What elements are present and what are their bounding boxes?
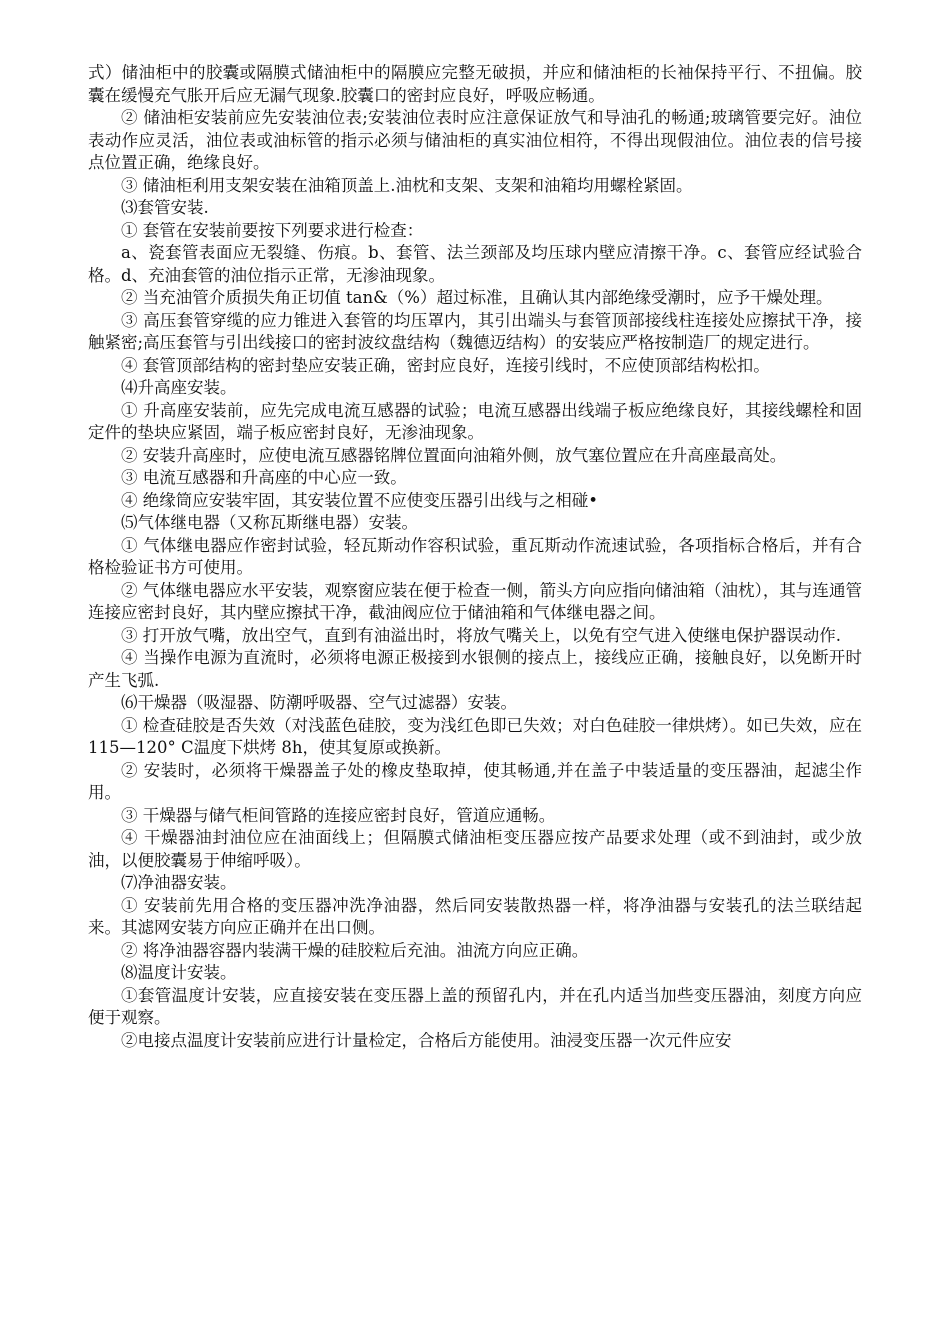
body-paragraph: ① 检查硅胶是否失效（对浅蓝色硅胶，变为浅红色即已失效；对白色硅胶一律烘烤）。如已失效，应在 115—120° C温度下烘烤 8h，使其复原或换新。 xyxy=(88,715,862,757)
section-heading: ⑻温度计安装。 xyxy=(121,963,237,982)
section-heading: ⑹干燥器（吸湿器、防潮呼吸器、空气过滤器）安装。 xyxy=(121,693,517,712)
body-paragraph: ② 将净油器容器内装满干燥的硅胶粒后充油。油流方向应正确。 xyxy=(121,940,589,960)
body-paragraph: ① 安装前先用合格的变压器冲洗净油器，然后同安装散热器一样，将净油器与安装孔的法兰联结起来。其滤网安装方向应正确并在出口侧。 xyxy=(88,895,862,937)
body-paragraph: ① 升高座安装前，应先完成电流互感器的试验；电流互感器出线端子板应绝缘良好，其接线螺栓和固定件的垫块应紧固，端子板应密封良好，无渗油现象。 xyxy=(88,400,862,442)
body-paragraph: ① 气体继电器应作密封试验，轻瓦斯动作容积试验，重瓦斯动作流速试验，各项指标合格后，并有合格检验证书方可使用。 xyxy=(88,535,862,577)
body-paragraph: 式）储油柜中的胶囊或隔膜式储油柜中的隔膜应完整无破损，并应和储油柜的长袖保持平行、不扭偏。胶囊在缓慢充气胀开后应无漏气现象.胶囊口的密封应良好，呼吸应畅通。 xyxy=(88,63,862,105)
body-paragraph: ② 当充油管介质损失角正切值 tan&（%）超过标准，且确认其内部绝缘受潮时，应予干燥处理。 xyxy=(121,288,833,307)
body-paragraph: ④ 绝缘筒应安装牢固，其安装位置不应使变压器引出线与之相碰• xyxy=(121,490,598,510)
body-paragraph: ① 套管在安装前要按下列要求进行检查： xyxy=(121,220,424,240)
body-paragraph: a、瓷套管表面应无裂缝、伤痕。b、套管、法兰颈部及均压球内壁应清擦干净。c、套管应经试验合格。d、充油套管的油位指示正常，无渗油现象。 xyxy=(88,243,862,285)
body-paragraph: ② 安装升高座时，应使电流互感器铭牌位置面向油箱外侧，放气塞位置应在升高座最高处。 xyxy=(121,445,787,465)
body-paragraph: ③ 电流互感器和升高座的中心应一致。 xyxy=(121,468,407,487)
body-paragraph: ② 储油柜安装前应先安装油位表;安装油位表时应注意保证放气和导油孔的畅通;玻璃管要完好。油位表动作应灵活，油位表或油标管的指示必须与储油柜的真实油位相符，不得出现假油位。油位表的信号接点位置正确，绝缘良好。 xyxy=(88,108,862,172)
section-heading: ⑺净油器安装。 xyxy=(121,873,237,892)
body-paragraph: ③ 储油柜利用支架安装在油箱顶盖上.油枕和支架、支架和油箱均用螺栓紧固。 xyxy=(121,175,693,195)
section-heading: ⑶套管安装. xyxy=(121,198,209,217)
document-page xyxy=(88,62,862,1052)
section-heading: ⑸气体继电器（又称瓦斯继电器）安装。 xyxy=(121,513,418,532)
body-paragraph: ②电接点温度计安装前应进行计量检定，合格后方能使用。油浸变压器一次元件应安 xyxy=(121,1030,732,1050)
body-paragraph: ④ 套管顶部结构的密封垫应安装正确，密封应良好，连接引线时，不应使顶部结构松扣。 xyxy=(121,355,770,375)
body-paragraph: ③ 高压套管穿缆的应力锥进入套管的均压罩内，其引出端头与套管顶部接线柱连接处应擦拭干净，接触紧密;高压套管与引出线接口的密封波纹盘结构（魏德迈结构）的安装应严格按制造厂的规定进行。 xyxy=(88,310,862,352)
body-paragraph: ② 安装时，必须将干燥器盖子处的橡皮垫取掉，使其畅通,并在盖子中装适量的变压器油，起滤尘作用。 xyxy=(88,760,862,802)
body-paragraph: ③ 打开放气嘴，放出空气，直到有油溢出时，将放气嘴关上，以免有空气进入使继电保护器误动作. xyxy=(121,625,841,645)
body-paragraph: ④ 干燥器油封油位应在油面线上；但隔膜式储油柜变压器应按产品要求处理（或不到油封，或少放油，以便胶囊易于伸缩呼吸）。 xyxy=(88,828,862,870)
body-paragraph: ①套管温度计安装，应直接安装在变压器上盖的预留孔内，并在孔内适当加些变压器油，刻度方向应便于观察。 xyxy=(88,985,862,1027)
body-paragraph: ② 气体继电器应水平安装，观察窗应装在便于检查一侧，箭头方向应指向储油箱（油枕），其与连通管连接应密封良好，其内壁应擦拭干净，截油阀应位于储油箱和气体继电器之间。 xyxy=(88,580,862,622)
section-heading: ⑷升高座安装。 xyxy=(121,378,237,397)
body-paragraph: ③ 干燥器与储气柜间管路的连接应密封良好，管道应通畅。 xyxy=(121,805,556,825)
body-paragraph: ④ 当操作电源为直流时，必须将电源正极接到水银侧的接点上，接线应正确，接触良好，以免断开时产生飞弧. xyxy=(88,648,862,690)
